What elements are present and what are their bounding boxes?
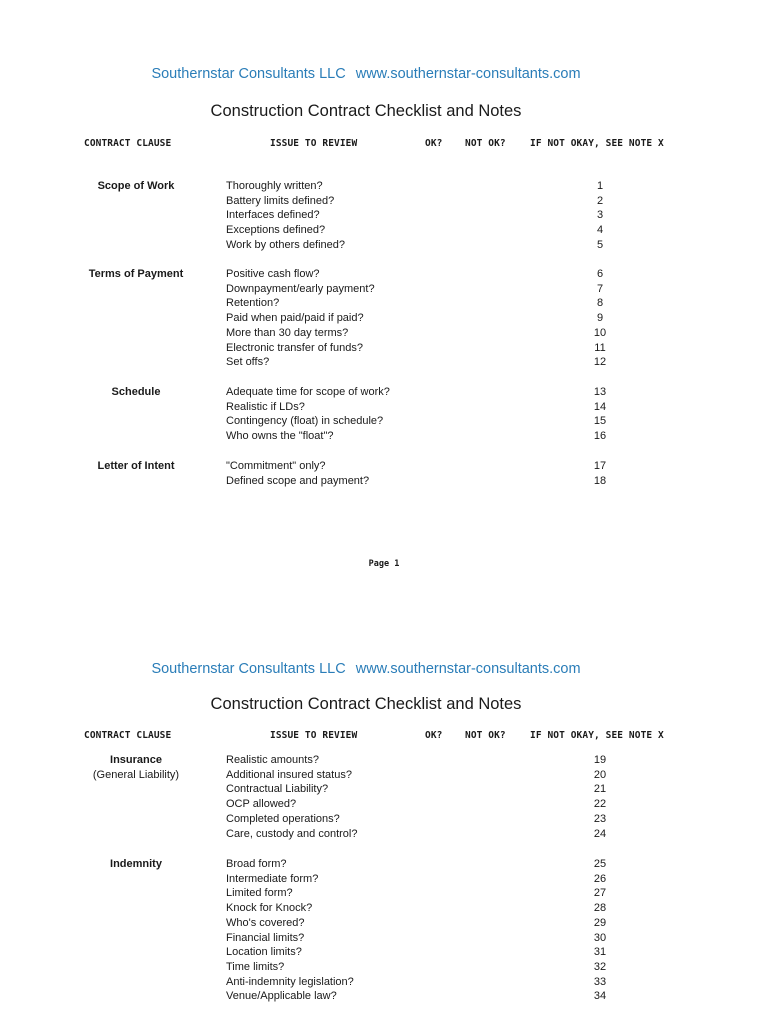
issue-item: More than 30 day terms?: [226, 326, 349, 339]
note-number: 17: [593, 460, 607, 472]
issue-item: Interfaces defined?: [226, 209, 320, 222]
issue-item: Retention?: [226, 297, 280, 310]
issue-item: Care, custody and control?: [226, 827, 358, 840]
note-number: 32: [593, 960, 607, 973]
issue-item: Anti-indemnity legislation?: [226, 975, 354, 988]
note-number: 34: [593, 990, 607, 1003]
page-number: Page 1: [368, 559, 400, 569]
issue-item: Financial limits?: [226, 931, 305, 944]
column-header-not-ok: NOT OK?: [465, 730, 506, 741]
issue-item: Thoroughly written?: [226, 180, 323, 192]
issue-item: Realistic if LDs?: [226, 400, 305, 413]
contract-clause-label: Scope of Work: [97, 180, 175, 192]
note-number: 3: [596, 209, 604, 222]
note-number: 23: [593, 812, 607, 825]
company-url[interactable]: www.southernstar-consultants.com: [355, 66, 581, 82]
issue-item: Contractual Liability?: [226, 783, 329, 796]
issue-item: Exceptions defined?: [226, 224, 326, 237]
column-header-contract-clause: CONTRACT CLAUSE: [84, 730, 172, 741]
note-number: 18: [593, 474, 607, 487]
issue-item: Time limits?: [226, 960, 285, 973]
note-number: 16: [593, 430, 607, 443]
note-number: 30: [593, 931, 607, 944]
column-header-see-note: IF NOT OKAY, SEE NOTE X: [530, 730, 664, 741]
note-number: 27: [593, 887, 607, 900]
note-number: 10: [593, 326, 607, 339]
issue-item: Realistic amounts?: [226, 754, 319, 766]
note-number: 2: [596, 194, 604, 207]
note-number: 7: [596, 282, 604, 295]
company-header: [0, 66, 732, 82]
column-header-ok: OK?: [425, 730, 443, 741]
note-number: 5: [596, 238, 604, 251]
issue-item: Completed operations?: [226, 812, 340, 825]
issue-item: Defined scope and payment?: [226, 474, 370, 487]
issue-item: Downpayment/early payment?: [226, 282, 375, 295]
note-number: 25: [593, 858, 607, 870]
company-name: Southernstar Consultants LLC: [151, 661, 346, 677]
note-number: 9: [596, 312, 604, 325]
contract-clause-label: Schedule: [111, 386, 161, 398]
note-number: 21: [593, 783, 607, 796]
note-number: 4: [596, 224, 604, 237]
issue-item: Paid when paid/paid if paid?: [226, 312, 364, 325]
issue-item: Battery limits defined?: [226, 194, 335, 207]
issue-item: Knock for Knock?: [226, 902, 313, 915]
issue-item: Who owns the "float"?: [226, 430, 334, 443]
note-number: 14: [593, 400, 607, 413]
issue-item: Venue/Applicable law?: [226, 990, 337, 1003]
issue-item: Broad form?: [226, 858, 287, 870]
issue-item: Location limits?: [226, 946, 302, 959]
contract-clause-sublabel: (General Liability): [92, 768, 180, 781]
note-number: 15: [593, 415, 607, 428]
issue-item: OCP allowed?: [226, 798, 297, 811]
column-header-issue-to-review: ISSUE TO REVIEW: [270, 730, 358, 741]
issue-item: Adequate time for scope of work?: [226, 386, 390, 398]
note-number: 19: [593, 754, 607, 766]
contract-clause-label: Insurance: [110, 754, 162, 766]
document-page-2: [0, 655, 768, 1024]
issue-item: Contingency (float) in schedule?: [226, 415, 384, 428]
note-number: 26: [593, 872, 607, 885]
issue-item: Positive cash flow?: [226, 268, 320, 280]
issue-item: "Commitment" only?: [226, 460, 326, 472]
note-number: 20: [593, 768, 607, 781]
issue-item: Set offs?: [226, 356, 270, 369]
column-header-not-ok: NOT OK?: [465, 138, 506, 149]
note-number: 22: [593, 798, 607, 811]
issue-item: Additional insured status?: [226, 768, 352, 781]
column-header-see-note: IF NOT OKAY, SEE NOTE X: [530, 138, 664, 149]
note-number: 1: [596, 180, 604, 192]
company-header: [0, 661, 732, 677]
note-number: 11: [594, 341, 606, 354]
company-name: Southernstar Consultants LLC: [151, 66, 346, 82]
issue-item: Intermediate form?: [226, 872, 319, 885]
company-url[interactable]: www.southernstar-consultants.com: [355, 661, 581, 677]
note-number: 6: [596, 268, 604, 280]
column-header-contract-clause: CONTRACT CLAUSE: [84, 138, 172, 149]
issue-item: Work by others defined?: [226, 238, 346, 251]
contract-clause-label: Terms of Payment: [88, 268, 184, 280]
column-header-issue-to-review: ISSUE TO REVIEW: [270, 138, 358, 149]
issue-item: Who's covered?: [226, 916, 305, 929]
note-number: 29: [593, 916, 607, 929]
note-number: 24: [593, 827, 607, 840]
issue-item: Limited form?: [226, 887, 293, 900]
note-number: 28: [593, 902, 607, 915]
note-number: 13: [593, 386, 607, 398]
note-number: 12: [593, 356, 607, 369]
note-number: 31: [593, 946, 607, 959]
contract-clause-label: Indemnity: [110, 858, 162, 870]
document-title: Construction Contract Checklist and Notes: [210, 695, 522, 713]
issue-item: Electronic transfer of funds?: [226, 341, 363, 354]
column-header-ok: OK?: [425, 138, 443, 149]
contract-clause-label: Letter of Intent: [97, 460, 175, 472]
note-number: 8: [596, 297, 604, 310]
note-number: 33: [593, 975, 607, 988]
document-title: Construction Contract Checklist and Notes: [210, 102, 522, 120]
